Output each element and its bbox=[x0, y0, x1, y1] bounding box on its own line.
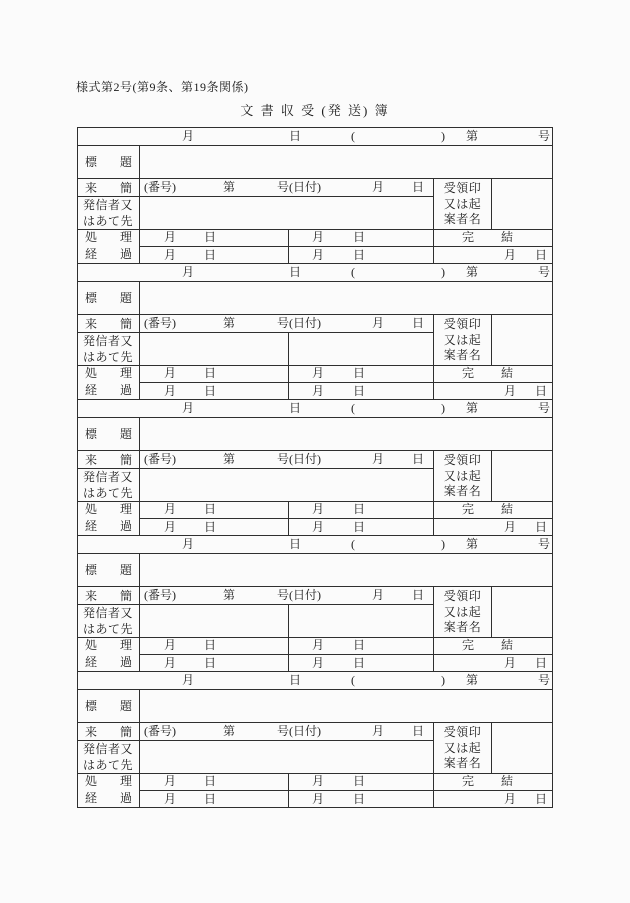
receipt-stamp-label bbox=[434, 725, 491, 772]
incoming-row-label bbox=[78, 314, 139, 332]
process-row-label bbox=[78, 229, 139, 264]
sender-label-line: はあて先 bbox=[83, 486, 134, 500]
title-label-char: 題 bbox=[119, 427, 132, 441]
title-label-char: 題 bbox=[119, 155, 132, 169]
receipt-stamp-label bbox=[434, 317, 491, 364]
register-block bbox=[78, 672, 552, 808]
process2-month2-label: 月 bbox=[311, 792, 325, 806]
process-row-label bbox=[78, 365, 139, 400]
process-label-char: 経 bbox=[85, 519, 98, 533]
incoming-day-label: 日 bbox=[411, 452, 425, 466]
header-paren-close: ) bbox=[441, 401, 445, 415]
header-paren-open: ( bbox=[351, 401, 355, 415]
receipt-stamp-label-line: 又は起 bbox=[443, 604, 482, 619]
process2-day-label: 日 bbox=[203, 792, 217, 806]
title-label-char: 題 bbox=[119, 563, 132, 577]
incoming-dai-label: 第 bbox=[222, 588, 236, 602]
completion-ketsu-label: 結 bbox=[500, 230, 514, 244]
process2-day-label: 日 bbox=[203, 656, 217, 670]
process1-day-label: 日 bbox=[203, 774, 217, 788]
receipt-stamp-label-line: 案者名 bbox=[443, 212, 482, 226]
process1-month-label: 月 bbox=[163, 502, 177, 516]
header-number-prefix: 第 bbox=[465, 537, 479, 551]
sender-label-line: 発信者又 bbox=[83, 334, 134, 348]
process2-day2-label: 日 bbox=[352, 248, 366, 262]
incoming-month-label: 月 bbox=[371, 180, 385, 194]
register-block bbox=[78, 264, 552, 400]
incoming-label-char: 簡 bbox=[119, 452, 132, 467]
completion-kan-label: 完 bbox=[461, 774, 475, 788]
sender-input-area bbox=[140, 469, 432, 501]
process-label-char: 処 bbox=[85, 502, 98, 516]
header-day-label: 日 bbox=[288, 401, 302, 415]
header-paren-open: ( bbox=[351, 265, 355, 279]
header-day-label: 日 bbox=[288, 129, 302, 143]
incoming-month-label: 月 bbox=[371, 316, 385, 330]
process2-day2-label: 日 bbox=[352, 792, 366, 806]
sender-label-line: 発信者又 bbox=[83, 606, 134, 620]
title-input-area bbox=[140, 418, 552, 450]
completion-kan-label: 完 bbox=[461, 230, 475, 244]
title-label-char: 標 bbox=[85, 427, 98, 441]
completion-ketsu-label: 結 bbox=[500, 366, 514, 380]
incoming-go-date-label: 号(日付) bbox=[277, 452, 321, 466]
incoming-go-date-label: 号(日付) bbox=[277, 316, 321, 330]
process1-month-label: 月 bbox=[163, 638, 177, 652]
register-block bbox=[78, 536, 552, 672]
header-month-label: 月 bbox=[181, 265, 195, 279]
sender-input-area bbox=[140, 197, 432, 229]
form-title: 文 書 収 受 (発 送) 簿 bbox=[240, 103, 390, 118]
sender-input-area bbox=[140, 333, 432, 365]
process2-day-label: 日 bbox=[203, 520, 217, 534]
title-label-char: 標 bbox=[85, 699, 98, 713]
header-paren-close: ) bbox=[441, 265, 445, 279]
process2-day2-label: 日 bbox=[352, 520, 366, 534]
process2-month-label: 月 bbox=[163, 248, 177, 262]
incoming-number-paren-label: (番号) bbox=[144, 588, 176, 602]
sender-row-label bbox=[78, 333, 139, 365]
stamp-area bbox=[492, 723, 552, 773]
stamp-area bbox=[492, 451, 552, 501]
receipt-stamp-label-line: 又は起 bbox=[443, 468, 482, 483]
process2-month2-label: 月 bbox=[311, 656, 325, 670]
form-number-note: 様式第2号(第9条、第19条関係) bbox=[76, 80, 249, 94]
divider-line bbox=[288, 501, 289, 535]
process1-month-label: 月 bbox=[163, 230, 177, 244]
divider-line bbox=[139, 654, 552, 655]
stamp-area bbox=[492, 315, 552, 365]
divider-line bbox=[288, 773, 289, 807]
process1-day2-label: 日 bbox=[352, 502, 366, 516]
incoming-label-char: 簡 bbox=[119, 180, 132, 195]
completion-month-label: 月 bbox=[503, 656, 517, 670]
process-row-label bbox=[78, 637, 139, 672]
process-label-char: 理 bbox=[119, 230, 132, 244]
completion-month-label: 月 bbox=[503, 248, 517, 262]
process-label-char: 過 bbox=[119, 519, 132, 533]
sender-label-line: はあて先 bbox=[83, 214, 134, 228]
receipt-stamp-label bbox=[434, 181, 491, 228]
process2-month2-label: 月 bbox=[311, 384, 325, 398]
process-label-char: 処 bbox=[85, 230, 98, 244]
incoming-day-label: 日 bbox=[411, 316, 425, 330]
sender-label-line: 発信者又 bbox=[83, 742, 134, 756]
process-label-char: 過 bbox=[119, 655, 132, 669]
header-month-label: 月 bbox=[181, 537, 195, 551]
process-label-char: 処 bbox=[85, 638, 98, 652]
divider-line bbox=[288, 229, 289, 263]
incoming-label-char: 来 bbox=[85, 316, 98, 331]
completion-ketsu-label: 結 bbox=[500, 774, 514, 788]
process1-month2-label: 月 bbox=[311, 230, 325, 244]
process2-day-label: 日 bbox=[203, 384, 217, 398]
receipt-stamp-label-line: 又は起 bbox=[443, 332, 482, 347]
sender-label-line: はあて先 bbox=[83, 622, 134, 636]
process1-day2-label: 日 bbox=[352, 638, 366, 652]
incoming-month-label: 月 bbox=[371, 588, 385, 602]
process1-day2-label: 日 bbox=[352, 366, 366, 380]
incoming-dai-label: 第 bbox=[222, 316, 236, 330]
completion-day-label: 日 bbox=[534, 520, 548, 534]
header-paren-close: ) bbox=[441, 673, 445, 687]
process1-month-label: 月 bbox=[163, 774, 177, 788]
receipt-stamp-label-line: 案者名 bbox=[443, 620, 482, 634]
process2-day-label: 日 bbox=[203, 248, 217, 262]
completion-kan-label: 完 bbox=[461, 366, 475, 380]
process1-day-label: 日 bbox=[203, 638, 217, 652]
sender-label-line: 発信者又 bbox=[83, 198, 134, 212]
header-number-prefix: 第 bbox=[465, 673, 479, 687]
title-row-label bbox=[78, 553, 139, 586]
incoming-label-char: 簡 bbox=[119, 316, 132, 331]
header-paren-open: ( bbox=[351, 673, 355, 687]
process2-day2-label: 日 bbox=[352, 656, 366, 670]
process-label-char: 経 bbox=[85, 247, 98, 261]
process-row-label bbox=[78, 501, 139, 536]
divider-line bbox=[139, 382, 552, 383]
header-number-suffix: 号 bbox=[537, 673, 551, 687]
title-input-area bbox=[140, 690, 552, 722]
incoming-go-date-label: 号(日付) bbox=[277, 724, 321, 738]
process-label-char: 理 bbox=[119, 774, 132, 788]
header-number-suffix: 号 bbox=[537, 537, 551, 551]
header-month-label: 月 bbox=[181, 129, 195, 143]
completion-month-label: 月 bbox=[503, 792, 517, 806]
process1-day-label: 日 bbox=[203, 230, 217, 244]
incoming-dai-label: 第 bbox=[222, 724, 236, 738]
header-day-label: 日 bbox=[288, 265, 302, 279]
sender-row-label bbox=[78, 469, 139, 501]
register-block bbox=[78, 400, 552, 536]
receipt-stamp-label-line: 又は起 bbox=[443, 196, 482, 211]
sender-row-label bbox=[78, 197, 139, 229]
sender-label-line: はあて先 bbox=[83, 758, 134, 772]
process2-month2-label: 月 bbox=[311, 248, 325, 262]
process1-month2-label: 月 bbox=[311, 774, 325, 788]
receipt-stamp-label-line: 案者名 bbox=[443, 484, 482, 498]
title-row-label bbox=[78, 281, 139, 314]
header-number-prefix: 第 bbox=[465, 129, 479, 143]
receipt-stamp-label-line: 受領印 bbox=[443, 181, 482, 195]
title-row-label bbox=[78, 417, 139, 450]
incoming-label-char: 簡 bbox=[119, 588, 132, 603]
completion-day-label: 日 bbox=[534, 656, 548, 670]
incoming-number-paren-label: (番号) bbox=[144, 180, 176, 194]
incoming-row-label bbox=[78, 178, 139, 196]
header-paren-open: ( bbox=[351, 537, 355, 551]
header-month-label: 月 bbox=[181, 673, 195, 687]
completion-ketsu-label: 結 bbox=[500, 502, 514, 516]
receipt-stamp-label-line: 受領印 bbox=[443, 725, 482, 739]
completion-month-label: 月 bbox=[503, 520, 517, 534]
completion-day-label: 日 bbox=[534, 384, 548, 398]
sender-row-label bbox=[78, 605, 139, 637]
incoming-dai-label: 第 bbox=[222, 180, 236, 194]
process1-day2-label: 日 bbox=[352, 774, 366, 788]
incoming-label-char: 来 bbox=[85, 452, 98, 467]
process2-month-label: 月 bbox=[163, 792, 177, 806]
incoming-day-label: 日 bbox=[411, 588, 425, 602]
process1-day2-label: 日 bbox=[352, 230, 366, 244]
process2-month-label: 月 bbox=[163, 384, 177, 398]
incoming-label-char: 来 bbox=[85, 180, 98, 195]
receipt-stamp-label bbox=[434, 589, 491, 636]
header-number-suffix: 号 bbox=[537, 129, 551, 143]
process-label-char: 理 bbox=[119, 638, 132, 652]
header-paren-close: ) bbox=[441, 129, 445, 143]
receipt-stamp-label-line: 又は起 bbox=[443, 740, 482, 755]
process-label-char: 過 bbox=[119, 791, 132, 805]
header-number-prefix: 第 bbox=[465, 265, 479, 279]
process-label-char: 処 bbox=[85, 774, 98, 788]
process1-day-label: 日 bbox=[203, 502, 217, 516]
title-input-area bbox=[140, 146, 552, 178]
header-number-prefix: 第 bbox=[465, 401, 479, 415]
header-paren-close: ) bbox=[441, 537, 445, 551]
sender-input-area bbox=[140, 741, 432, 773]
receipt-stamp-label bbox=[434, 453, 491, 500]
incoming-dai-label: 第 bbox=[222, 452, 236, 466]
incoming-month-label: 月 bbox=[371, 452, 385, 466]
process2-month-label: 月 bbox=[163, 520, 177, 534]
incoming-label-char: 簡 bbox=[119, 724, 132, 739]
register-table bbox=[77, 127, 553, 808]
process1-month2-label: 月 bbox=[311, 366, 325, 380]
incoming-label-char: 来 bbox=[85, 588, 98, 603]
incoming-label-char: 来 bbox=[85, 724, 98, 739]
process1-month2-label: 月 bbox=[311, 502, 325, 516]
process1-month-label: 月 bbox=[163, 366, 177, 380]
header-number-suffix: 号 bbox=[537, 265, 551, 279]
title-label-char: 標 bbox=[85, 291, 98, 305]
process-row-label bbox=[78, 773, 139, 808]
header-month-label: 月 bbox=[181, 401, 195, 415]
process1-day-label: 日 bbox=[203, 366, 217, 380]
title-label-char: 題 bbox=[119, 291, 132, 305]
incoming-number-paren-label: (番号) bbox=[144, 452, 176, 466]
incoming-go-date-label: 号(日付) bbox=[277, 180, 321, 194]
incoming-day-label: 日 bbox=[411, 180, 425, 194]
process2-month2-label: 月 bbox=[311, 520, 325, 534]
sender-label-line: はあて先 bbox=[83, 350, 134, 364]
incoming-day-label: 日 bbox=[411, 724, 425, 738]
receipt-stamp-label-line: 受領印 bbox=[443, 589, 482, 603]
header-day-label: 日 bbox=[288, 537, 302, 551]
completion-ketsu-label: 結 bbox=[500, 638, 514, 652]
incoming-go-date-label: 号(日付) bbox=[277, 588, 321, 602]
title-label-char: 標 bbox=[85, 563, 98, 577]
process-label-char: 経 bbox=[85, 791, 98, 805]
receipt-stamp-label-line: 受領印 bbox=[443, 317, 482, 331]
divider-line bbox=[139, 246, 552, 247]
divider-line bbox=[139, 518, 552, 519]
incoming-number-paren-label: (番号) bbox=[144, 316, 176, 330]
title-row-label bbox=[78, 689, 139, 722]
header-number-suffix: 号 bbox=[537, 401, 551, 415]
receipt-stamp-label-line: 案者名 bbox=[443, 756, 482, 770]
completion-month-label: 月 bbox=[503, 384, 517, 398]
title-label-char: 題 bbox=[119, 699, 132, 713]
process1-month2-label: 月 bbox=[311, 638, 325, 652]
title-row-label bbox=[78, 145, 139, 178]
process-label-char: 過 bbox=[119, 247, 132, 261]
stamp-area bbox=[492, 179, 552, 229]
receipt-stamp-label-line: 受領印 bbox=[443, 453, 482, 467]
incoming-row-label bbox=[78, 722, 139, 740]
sender-input-area bbox=[140, 605, 432, 637]
header-paren-open: ( bbox=[351, 129, 355, 143]
process-label-char: 理 bbox=[119, 502, 132, 516]
process-label-char: 経 bbox=[85, 655, 98, 669]
stamp-area bbox=[492, 587, 552, 637]
process-label-char: 経 bbox=[85, 383, 98, 397]
process-label-char: 処 bbox=[85, 366, 98, 380]
completion-day-label: 日 bbox=[534, 248, 548, 262]
title-label-char: 標 bbox=[85, 155, 98, 169]
process-label-char: 理 bbox=[119, 366, 132, 380]
divider-line bbox=[139, 790, 552, 791]
incoming-row-label bbox=[78, 586, 139, 604]
header-day-label: 日 bbox=[288, 673, 302, 687]
process-label-char: 過 bbox=[119, 383, 132, 397]
completion-day-label: 日 bbox=[534, 792, 548, 806]
title-input-area bbox=[140, 282, 552, 314]
process2-day2-label: 日 bbox=[352, 384, 366, 398]
register-block bbox=[78, 128, 552, 264]
completion-kan-label: 完 bbox=[461, 638, 475, 652]
incoming-month-label: 月 bbox=[371, 724, 385, 738]
title-input-area bbox=[140, 554, 552, 586]
incoming-number-paren-label: (番号) bbox=[144, 724, 176, 738]
sender-row-label bbox=[78, 741, 139, 773]
process2-month-label: 月 bbox=[163, 656, 177, 670]
incoming-row-label bbox=[78, 450, 139, 468]
receipt-stamp-label-line: 案者名 bbox=[443, 348, 482, 362]
completion-kan-label: 完 bbox=[461, 502, 475, 516]
sender-label-line: 発信者又 bbox=[83, 470, 134, 484]
